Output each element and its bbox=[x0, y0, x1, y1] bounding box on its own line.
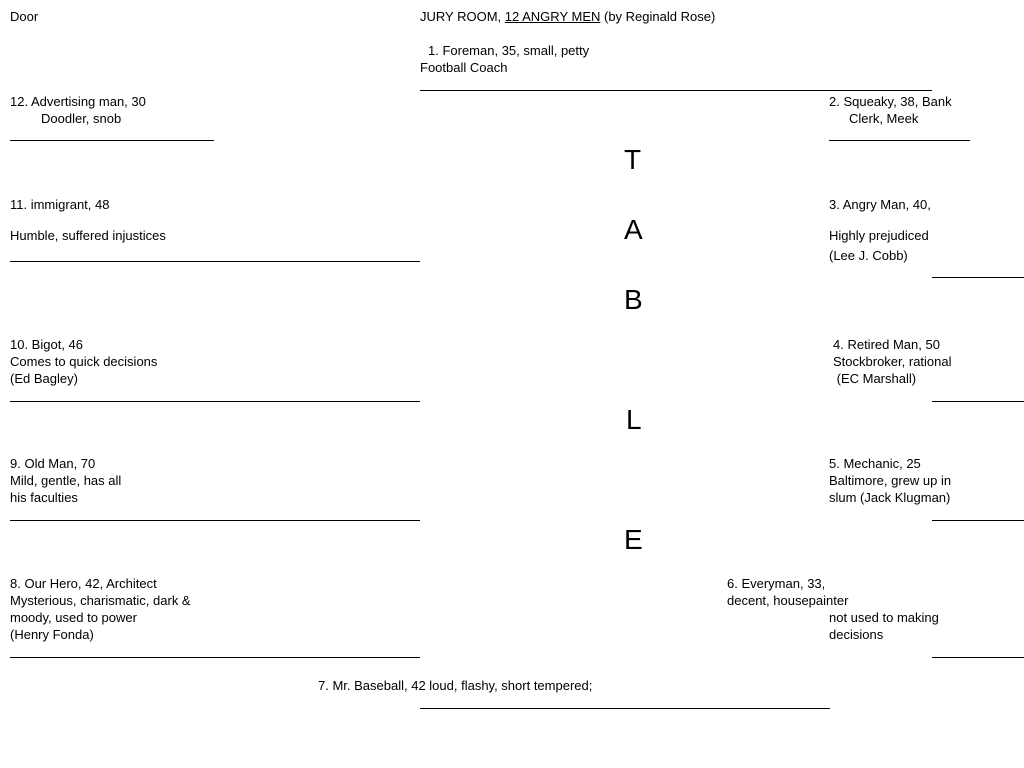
juror-7-name: 7. Mr. Baseball, 42 loud, flashy, short tempered; bbox=[318, 678, 593, 693]
juror-3-name: 3. Angry Man, 40, bbox=[829, 197, 931, 212]
seat-line-5 bbox=[932, 520, 1024, 521]
seat-line-7 bbox=[420, 708, 830, 709]
title-suffix: (by Reginald Rose) bbox=[600, 9, 716, 24]
juror-3-actor: (Lee J. Cobb) bbox=[829, 248, 908, 263]
play-title: 12 ANGRY MEN bbox=[504, 9, 601, 24]
juror-6-desc: decent, housepainter bbox=[727, 593, 849, 608]
juror-4-desc: Stockbroker, rational bbox=[833, 354, 952, 369]
juror-11-desc: Humble, suffered injustices bbox=[10, 228, 166, 243]
juror-8-name: 8. Our Hero, 42, Architect bbox=[10, 576, 157, 591]
table-letter-t: T bbox=[624, 144, 642, 175]
juror-8-desc: Mysterious, charismatic, dark & bbox=[10, 593, 191, 608]
table-letter-b: B bbox=[624, 284, 643, 315]
juror-11-name: 11. immigrant, 48 bbox=[10, 197, 110, 212]
juror-9-desc-2: his faculties bbox=[10, 490, 78, 505]
juror-10-actor: (Ed Bagley) bbox=[10, 371, 78, 386]
juror-4-name: 4. Retired Man, 50 bbox=[833, 337, 940, 352]
seat-line-10 bbox=[10, 401, 420, 402]
juror-3-desc: Highly prejudiced bbox=[829, 228, 929, 243]
juror-10-name: 10. Bigot, 46 bbox=[10, 337, 83, 352]
seat-line-3 bbox=[932, 277, 1024, 278]
seat-line-11 bbox=[10, 261, 420, 262]
juror-8-actor: (Henry Fonda) bbox=[10, 627, 94, 642]
seat-line-8 bbox=[10, 657, 420, 658]
seat-line-9 bbox=[10, 520, 420, 521]
juror-6-desc-3: decisions bbox=[829, 627, 884, 642]
juror-1-name: 1. Foreman, 35, small, petty bbox=[428, 43, 590, 58]
juror-9-desc: Mild, gentle, has all bbox=[10, 473, 122, 488]
seat-line-4 bbox=[932, 401, 1024, 402]
seat-line-12 bbox=[10, 140, 214, 141]
juror-6-name: 6. Everyman, 33, bbox=[727, 576, 826, 591]
title-prefix: JURY ROOM, bbox=[420, 9, 505, 24]
juror-2-desc: Clerk, Meek bbox=[849, 111, 919, 126]
seat-line-1 bbox=[420, 90, 932, 91]
table-letter-a: A bbox=[624, 214, 643, 245]
juror-1-desc: Football Coach bbox=[420, 60, 508, 75]
juror-12-name: 12. Advertising man, 30 bbox=[10, 94, 146, 109]
juror-8-desc-2: moody, used to power bbox=[10, 610, 137, 625]
juror-2-name: 2. Squeaky, 38, Bank bbox=[829, 94, 952, 109]
table-letter-e: E bbox=[624, 524, 643, 555]
table-letter-l: L bbox=[626, 404, 642, 435]
juror-4-actor: (EC Marshall) bbox=[833, 371, 917, 386]
juror-10-desc: Comes to quick decisions bbox=[10, 354, 158, 369]
seat-line-2 bbox=[829, 140, 970, 141]
page-title bbox=[420, 8, 715, 25]
juror-5-desc: Baltimore, grew up in bbox=[829, 473, 952, 488]
seat-line-6 bbox=[932, 657, 1024, 658]
juror-5-name: 5. Mechanic, 25 bbox=[829, 456, 921, 471]
juror-9-name: 9. Old Man, 70 bbox=[10, 456, 96, 471]
door-label: Door bbox=[10, 9, 39, 24]
juror-6-desc-2: not used to making bbox=[829, 610, 939, 625]
juror-12-desc: Doodler, snob bbox=[41, 111, 122, 126]
juror-5-actor: slum (Jack Klugman) bbox=[829, 490, 951, 505]
